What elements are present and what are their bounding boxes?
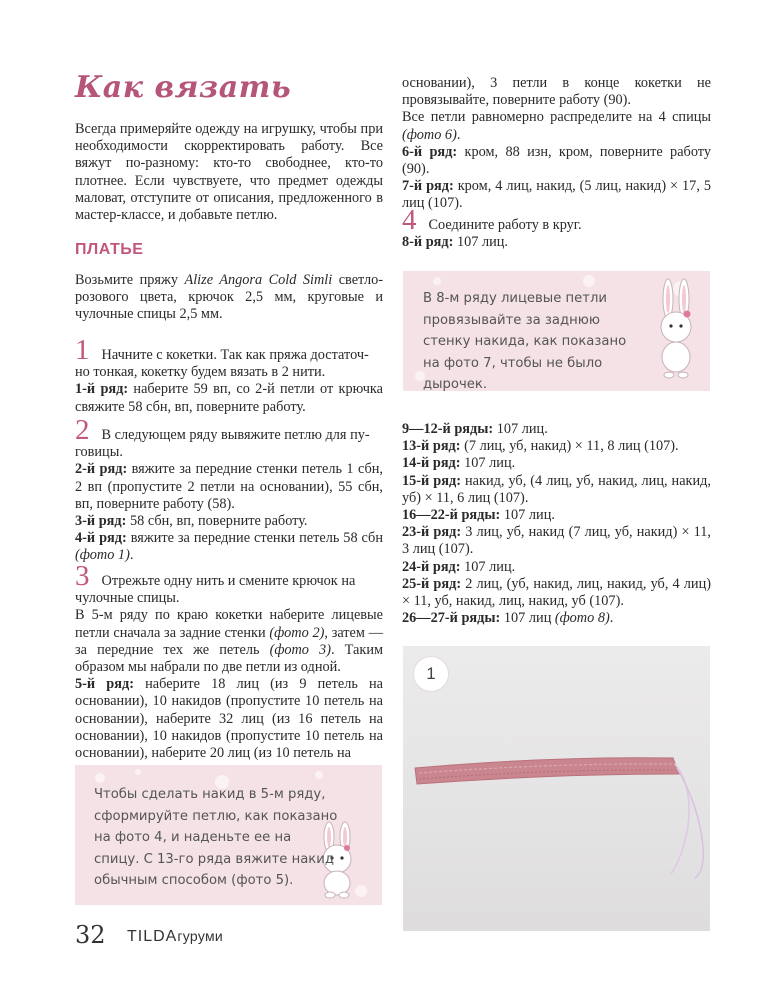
row-text: накид, уб, (4 лиц, уб, накид, лиц, накид, уб) × 11, 6 лиц (107). [402,472,711,506]
step-cont-text: чулочные спицы. [75,590,180,607]
row-label: 13-й ряд: [402,438,461,455]
photo-ref: (фото 1) [75,547,130,564]
row-text: 107 лиц. [460,455,516,472]
step-number: 2 [75,414,90,446]
step-4 [402,204,711,251]
row-2 [75,461,383,513]
section-title: ПЛАТЬЕ [75,241,144,258]
row-label: 25-й ряд: [402,575,462,592]
row-label: 15-й ряд: [402,472,461,489]
row-label: 9—12-й ряды: [402,421,494,437]
row-label: 4-й ряд: [75,530,127,547]
step-3 [75,560,384,762]
row-label: 2-й ряд: [75,461,128,478]
materials-text-2: светло-розового цвета, крючок 2,5 мм, круговые и чулочные спицы 2,5 мм. [75,272,383,323]
list-item [402,473,711,507]
tip-text-right: В 8-м ряду лицевые петли провязывайте за заднюю стенку накида, как показано на фото 7, чтобы не было дырочек. [423,291,627,392]
row-text: (7 лиц, уб, накид) × 11, 8 лиц (107). [460,438,679,455]
row-text: вяжите за передние стенки петель 1 сбн, 2 вп (пропустите 2 петли на основании), 55 сбн, вп, поверните работу (58). [75,461,383,512]
text: Все петли равномерно распределите на 4 спицы [402,109,711,126]
row-text: 107 лиц [500,610,555,627]
photo-ref: (фото 8) [554,610,610,627]
row-text: 107 лиц. [500,507,555,524]
materials-paragraph [75,272,383,324]
step-cont-text: говицы. [75,444,123,461]
materials-text-1: Возьмите пряжу [75,272,185,288]
row-label: 26—27-й ряды: [402,610,501,627]
row-label: 8-й ряд: [402,234,454,251]
brand-part-a: TILDA [127,928,178,945]
list-item [402,507,711,524]
row-end: . [609,610,614,627]
brand-part-b: гуруми [177,928,224,944]
page-heading: Как вязать [75,70,292,105]
row-label: 5-й ряд: [75,676,134,693]
row-text: 58 сбн, вп, поверните работу. [126,513,308,530]
row-text: 107 лиц. [493,421,548,437]
text: . [456,126,461,143]
step-3-paragraph [75,607,383,676]
step-number: 1 [75,334,90,366]
photo-ref: (фото 6) [402,126,457,143]
list-item [402,455,711,472]
step-lead-text: Отрежьте одну нить и смените крючок на [101,573,356,589]
list-item [402,559,711,576]
row-label: 6-й ряд: [402,143,458,160]
decor-dot [135,769,141,775]
step-number: 4 [402,204,417,236]
photo-ref: (фото 2) [269,624,325,641]
row-label: 24-й ряд: [402,558,461,575]
step-number: 3 [75,560,90,592]
decor-dot [433,277,441,285]
row-5 [75,676,383,762]
step-4-lead [402,204,711,236]
row-label: 16—22-й ряды: [402,507,501,524]
row-label: 14-й ряд: [402,455,461,472]
row-text: 107 лиц. [453,234,509,251]
row-label: 7-й ряд: [402,178,454,195]
text: , затем — за передние тех же петель [75,624,383,658]
row-end: . [129,547,134,564]
row-6 [402,144,711,178]
photo-1 [403,646,710,931]
row-text: вяжите за передние стенки петель 58 сбн [126,530,383,547]
text: . Таким образом мы набрали по две петли из одной. [75,641,384,676]
step-1-lead [75,334,383,366]
bunny-icon [648,277,706,383]
photo-number-badge: 1 [413,656,449,692]
row-text: 2 лиц, (уб, накид, лиц, накид, уб, 4 лиц) × 11, уб, накид, лиц, накид, уб (107). [402,575,711,610]
list-item [402,610,711,627]
step-2 [75,414,383,565]
row-text: кром, 88 изн, кром, поверните работу (90). [402,143,711,178]
row-4 [75,530,383,564]
list-item [402,438,711,455]
right-column-top [402,75,711,213]
row-text: 107 лиц. [460,558,516,575]
row-8 [402,234,711,251]
intro-paragraph: Всегда примеряйте одежду на игрушку, чтобы при необходимости скорректировать работу. Все вяжут по-разному: кто-то свободнее, кто-то плотнее. Если чувствуете, что предмет одежды маловат, отступите от описания, предложенного в мастер-классе, и добавьте петлю. [75,121,383,224]
row-label: 3-й ряд: [75,513,127,530]
list-item [402,421,711,438]
step-2-lead [75,414,383,446]
crochet-strip-image [403,646,710,931]
yarn-name: Alize Angora Cold Simli [184,272,333,288]
row-text: наберите 59 вп, со 2-й петли от крючка свяжите 58 сбн, вп, поверните работу. [75,381,383,415]
row-text: наберите 18 лиц (из 9 петель на основании), 10 накидов (пропустите 10 петель на основании), наберите 32 лиц (из 16 петель на основании), 10 накидов (пропустите 10 петель на основании), наберите 20 лиц (из 10 петель на [75,676,384,762]
row-label: 23-й ряд: [402,524,462,541]
decor-dot [95,773,105,783]
row-3 [75,513,383,530]
step-cont-text: но тонкая, кокетку будем вязать в 2 нити. [75,364,326,381]
row-label: 1-й ряд: [75,381,129,398]
rows-list [402,421,711,627]
distribute-text [402,109,711,143]
decor-dot [315,771,323,779]
step-lead-text: В следующем ряду вывяжите петлю для пу- [101,427,370,443]
row-text: кром, 4 лиц, накид, (5 лиц, накид) × 17, 5 лиц (107). [402,178,711,212]
brand-logo [127,928,223,946]
row-7 [402,178,711,212]
page-number: 32 [75,921,106,949]
materials-block [75,272,383,324]
step-lead-text: Начните с кокетки. Так как пряжа достаточ- [101,347,369,363]
step-1 [75,334,383,416]
step-3-lead [75,560,383,592]
row-text: 3 лиц, уб, накид (7 лиц, уб, накид) × 11, 3 лиц (107). [402,524,711,558]
photo-ref: (фото 3) [269,641,331,658]
decor-dot [583,275,595,287]
list-item [402,576,711,610]
text: В 5-м ряду по краю кокетки наберите лицевые петли сначала за задние стенки [75,607,383,641]
list-item [402,524,711,558]
row-1 [75,381,383,415]
continuation-text: основании), 3 петли в конце кокетки не провязывайте, поверните работу (90). [402,75,711,109]
tip-text-left: Чтобы сделать накид в 5-м ряду, сформируйте петлю, как показано на фото 4, и наденьте ее на спицу. С 13-го ряда вяжите накид обычным способом (фото 5). [94,787,338,888]
step-lead-text: Соедините работу в круг. [428,217,582,233]
